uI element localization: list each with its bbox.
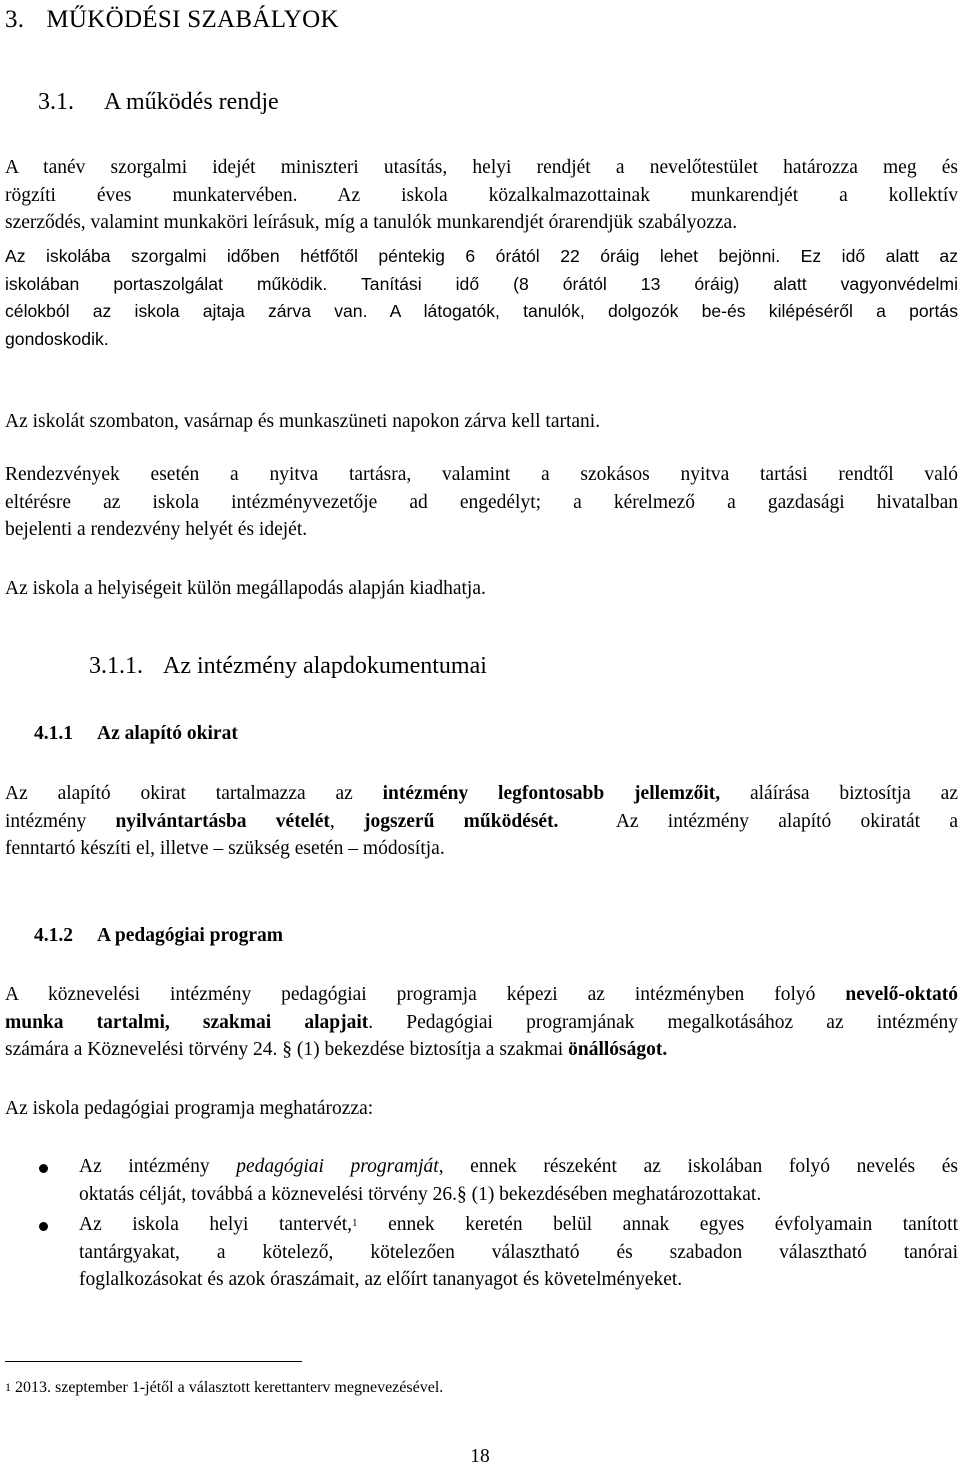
text-line: foglalkozásokat és azok óraszámait, az előírt tananyagot és követelményeket. <box>79 1269 683 1290</box>
paragraph-tanev <box>5 154 958 237</box>
heading-title: Az alapító okirat <box>97 723 238 744</box>
text-run: , <box>329 810 365 832</box>
text-line <box>5 1009 958 1037</box>
chapter-number: 3. <box>5 6 25 33</box>
section-heading <box>38 89 279 116</box>
footnote-separator <box>5 1361 302 1362</box>
text-line <box>5 1036 958 1064</box>
text-line <box>5 808 958 836</box>
text-line: célokból az iskola ajtaja zárva van. A látogatók, tanulók, dolgozók be-és kilépéséről a portás <box>5 301 958 321</box>
text-line: Rendezvények esetén a nyitva tartásra, valamint a szokásos nyitva tartási rendtől való <box>5 464 958 485</box>
paragraph-rendezvenyek <box>5 461 958 544</box>
footnote-marker: 1 <box>5 1380 11 1394</box>
heading-number: 4.1.1 <box>34 723 73 744</box>
text-line: oktatás célját, továbbá a köznevelési törvény 26.§ (1) bekezdésében meghatározottakat. <box>79 1183 762 1205</box>
bold-run: nevelő-oktató <box>845 984 958 1005</box>
text-run: intézmény <box>5 810 116 832</box>
text-run: Az intézmény <box>79 1156 237 1177</box>
text-line: fenntartó készíti el, illetve – szükség esetén – módosítja. <box>5 838 445 859</box>
text-line: Az iskola a helyiségeit külön megállapodás alapján kiadhatja. <box>5 578 486 599</box>
text-line: bejelenti a rendezvény helyét és idejét. <box>5 519 308 540</box>
paragraph-pedagogiai-program <box>5 981 958 1064</box>
bold-run: önállóságot. <box>568 1039 668 1060</box>
footnote-text: 2013. szeptember 1-jétől a választott kerettanterv megnevezésével. <box>11 1379 444 1396</box>
bold-run: munka tartalmi, szakmai alapjait <box>5 1011 369 1033</box>
text-run: . Pedagógiai programjának megalkotásához az intézmény <box>368 1011 958 1033</box>
pedagogiai-program-heading <box>34 925 283 947</box>
text-line <box>5 780 958 808</box>
paragraph-meghatarozza <box>5 1095 958 1123</box>
text-line: Az iskolába szorgalmi időben hétfőtől péntekig 6 órától 22 óráig lehet bejönni. Ez idő alatt az <box>5 246 958 266</box>
footnote-ref[interactable]: 1 <box>352 1217 358 1229</box>
text-run: aláírása biztosítja az <box>720 783 958 804</box>
subsection-number: 3.1.1. <box>89 653 143 679</box>
text-run: Az intézmény alapító okiratát a <box>558 810 958 832</box>
text-run: A köznevelési intézmény pedagógiai programja képezi az intézményben folyó <box>5 984 846 1005</box>
heading-number: 4.1.2 <box>34 925 73 946</box>
chapter-heading <box>5 6 339 34</box>
text-run: ennek keretén belül annak egyes évfolyamain tanított <box>357 1214 958 1235</box>
text-run: számára a Köznevelési törvény 24. § (1) bekezdése biztosítja a szakmai <box>5 1039 569 1060</box>
text-run: Az alapító okirat tartalmazza az <box>5 783 383 804</box>
text-line: szerződés, valamint munkaköri leírásuk, míg a tanulók munkarendjét órarendjük szabályozza. <box>5 212 738 233</box>
bullet-dot-icon <box>39 1222 48 1231</box>
paragraph-helyisegek <box>5 575 958 603</box>
text-line: tantárgyakat, a kötelező, kötelezően választható és szabadon választható tanórai <box>79 1241 958 1263</box>
text-run: , ennek részeként az iskolában folyó nevelés és <box>438 1156 958 1177</box>
footnote <box>5 1377 443 1399</box>
bullet-item-tanterv <box>79 1211 958 1294</box>
text-line: iskolában portaszolgálat működik. Tanítási idő (8 órától 13 óráig) alatt vagyonvédelmi <box>5 273 958 294</box>
text-line: gondoskodik. <box>5 328 109 349</box>
text-line: Az iskola pedagógiai programja meghatározza: <box>5 1098 374 1119</box>
paragraph-alapito-okirat <box>5 780 958 863</box>
paragraph-hetvege <box>5 408 958 436</box>
subsection-heading <box>89 653 487 680</box>
text-run: Az iskola helyi tantervét, <box>79 1214 353 1235</box>
chapter-title: MŰKÖDÉSI SZABÁLYOK <box>46 6 339 33</box>
section-title: A működés rendje <box>104 89 279 115</box>
italic-run: pedagógiai programját <box>236 1156 439 1177</box>
page-number: 18 <box>470 1446 490 1467</box>
text-line: A tanév szorgalmi idejét miniszteri utasítás, helyi rendjét a nevelőtestület határozza meg és <box>5 157 958 178</box>
text-line: rögzíti éves munkatervében. Az iskola közalkalmazottainak munkarendjét a kollektív <box>5 184 958 206</box>
text-line: eltérésre az iskola intézményvezetője ad engedélyt; a kérelmező a gazdasági hivatalban <box>5 491 958 513</box>
bold-run: nyilvántartásba vételét <box>115 810 330 832</box>
subsection-title: Az intézmény alapdokumentumai <box>163 653 487 679</box>
paragraph-nyitvatartas <box>5 243 958 353</box>
text-line: Az iskolát szombaton, vasárnap és munkaszüneti napokon zárva kell tartani. <box>5 411 601 432</box>
alapito-okirat-heading <box>34 723 238 745</box>
heading-title: A pedagógiai program <box>97 925 283 946</box>
section-number: 3.1. <box>38 89 74 115</box>
text-line <box>79 1153 958 1181</box>
bullet-dot-icon <box>39 1164 48 1173</box>
text-line <box>5 981 958 1009</box>
bold-run: jogszerű működését. <box>364 810 559 832</box>
bullet-item-pedagogiai <box>79 1153 958 1208</box>
bold-run: intézmény legfontosabb jellemzőit, <box>382 783 721 804</box>
text-line <box>79 1211 958 1239</box>
